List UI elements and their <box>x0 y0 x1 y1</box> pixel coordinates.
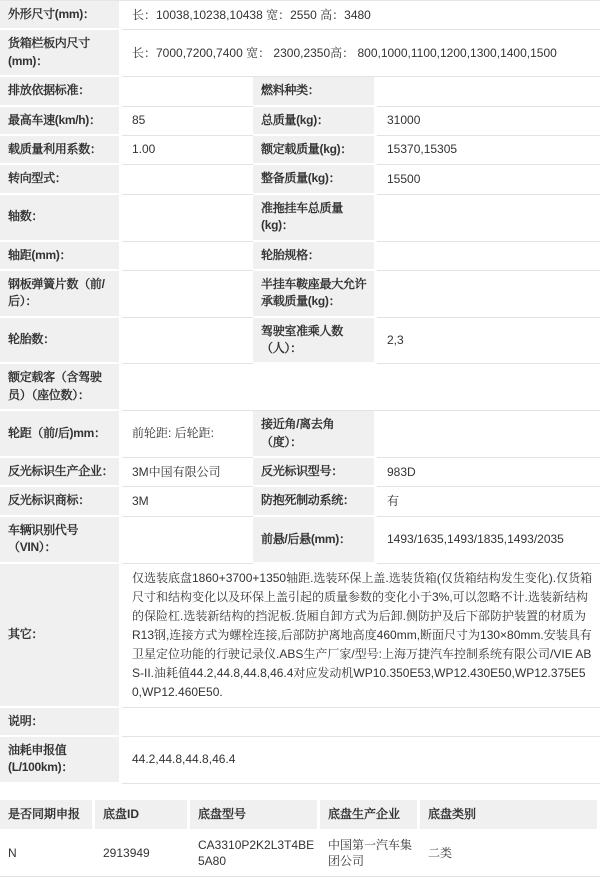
spec-value-cell: 3M中国有限公司 <box>122 458 253 487</box>
spec-label-cell: 前悬/后悬(mm)： <box>253 517 377 564</box>
chassis-header-row <box>0 800 600 831</box>
spec-label-cell: 车辆识别代号（VIN）： <box>0 517 122 564</box>
spec-label-cell: 反光标识商标： <box>0 487 122 516</box>
spec-row <box>0 708 600 737</box>
spec-row <box>0 364 600 411</box>
spec-label-cell: 货箱栏板内尺寸(mm)： <box>0 30 122 77</box>
spec-label-cell: 油耗申报值(L/100km)： <box>0 737 122 784</box>
chassis-header-cell: 底盘ID <box>95 800 190 831</box>
spec-label-cell: 其它： <box>0 564 122 708</box>
spec-label-cell: 整备质量(kg)： <box>253 165 377 194</box>
spec-value-cell <box>377 195 600 242</box>
spec-value-cell <box>377 271 600 318</box>
spec-label-cell: 半挂车鞍座最大允许承载质量(kg)： <box>253 271 377 318</box>
spec-value-cell: 前轮距: 后轮距: <box>122 411 253 458</box>
spec-label-cell: 额定载客（含驾驶员）（座位数）： <box>0 364 122 411</box>
spec-row <box>0 77 600 106</box>
spec-value-cell: 有 <box>377 487 600 516</box>
spec-row <box>0 107 600 136</box>
chassis-data-cell: N <box>0 831 95 877</box>
spec-label-cell: 载质量利用系数： <box>0 136 122 165</box>
spec-row <box>0 737 600 784</box>
spec-label-cell: 轮胎规格： <box>253 242 377 271</box>
spec-value-cell: 15500 <box>377 165 600 194</box>
chassis-table-body <box>0 800 600 877</box>
spec-table-body <box>0 1 600 784</box>
spec-value-cell <box>122 165 253 194</box>
chassis-header-cell: 底盘型号 <box>190 800 320 831</box>
spec-label-cell: 外形尺寸(mm)： <box>0 1 122 30</box>
spec-value-cell: 1.00 <box>122 136 253 165</box>
spec-label-cell: 轴数： <box>0 195 122 242</box>
spec-value-cell: 44.2,44.8,44.8,46.4 <box>122 737 600 784</box>
chassis-info-table <box>0 800 600 877</box>
chassis-data-cell: CA3310P2K2L3T4BE5A80 <box>190 831 320 877</box>
spec-value-cell <box>122 271 253 318</box>
spec-row <box>0 564 600 708</box>
spec-label-cell: 接近角/离去角（度）： <box>253 411 377 458</box>
chassis-header-cell: 底盘生产企业 <box>320 800 420 831</box>
spec-row <box>0 411 600 458</box>
spec-value-cell <box>377 77 600 106</box>
spec-label-cell: 排放依据标准： <box>0 77 122 106</box>
spec-row <box>0 195 600 242</box>
spec-value-cell: 31000 <box>377 107 600 136</box>
spec-value-cell: 983D <box>377 458 600 487</box>
spec-row <box>0 458 600 487</box>
spec-label-cell: 准拖挂车总质量(kg)： <box>253 195 377 242</box>
spec-label-cell: 总质量(kg)： <box>253 107 377 136</box>
spec-label-cell: 反光标识生产企业： <box>0 458 122 487</box>
spec-value-cell: 仅选装底盘1860+3700+1350轴距.选装环保上盖.选装货箱(仅货箱结构发生变化).仅货箱尺寸和结构变化以及环保上盖引起的质量参数的变化小于3%,可以忽略不计.选装新结构的保险杠.选装新结构的挡泥板.货厢自卸方式为后卸.侧防护及后下部防护装置的材质为R13钢,连接方式为螺栓连接,后部防护离地高度460mm,断面尺寸为130×80mm.安装具有卫星定位功能的行驶记录仪.ABS生产厂家/型号:上海万捷汽车控制系统有限公司/VIE ABS-II.油耗值44.2,44.8,44.8,46.4对应发动机WP10.350E53,WP12.430E50,WP12.375E50,WP12.460E50. <box>122 564 600 708</box>
spec-value-cell: 2,3 <box>377 318 600 365</box>
spec-row <box>0 242 600 271</box>
spec-value-cell <box>122 195 253 242</box>
chassis-header-cell: 是否同期申报 <box>0 800 95 831</box>
spec-row <box>0 318 600 365</box>
spec-label-cell: 轮胎数： <box>0 318 122 365</box>
spec-value-cell <box>122 517 253 564</box>
spec-value-cell <box>122 77 253 106</box>
spec-value-cell <box>122 318 253 365</box>
spec-value-cell <box>122 242 253 271</box>
spec-value-cell <box>377 411 600 458</box>
spec-row <box>0 136 600 165</box>
spec-value-cell: 1493/1635,1493/1835,1493/2035 <box>377 517 600 564</box>
spec-label-cell: 额定载质量(kg)： <box>253 136 377 165</box>
spec-row <box>0 1 600 30</box>
spec-label-cell: 轮距（前/后)mm： <box>0 411 122 458</box>
chassis-data-row <box>0 831 600 877</box>
chassis-data-cell: 二类 <box>420 831 600 877</box>
spec-row <box>0 517 600 564</box>
spec-label-cell: 说明： <box>0 708 122 737</box>
chassis-data-cell: 2913949 <box>95 831 190 877</box>
spec-value-cell <box>122 708 600 737</box>
spec-row <box>0 165 600 194</box>
spec-value-cell: 85 <box>122 107 253 136</box>
spec-value-cell <box>377 242 600 271</box>
spec-value-cell <box>122 364 600 411</box>
spec-label-cell: 最高车速(km/h)： <box>0 107 122 136</box>
spec-row <box>0 30 600 77</box>
spec-row <box>0 271 600 318</box>
spec-value-cell: 15370,15305 <box>377 136 600 165</box>
spec-label-cell: 防抱死制动系统： <box>253 487 377 516</box>
spec-value-cell: 长：7000,7200,7400 宽： 2300,2350高： 800,1000,1100,1200,1300,1400,1500 <box>122 30 600 77</box>
spec-label-cell: 反光标识型号： <box>253 458 377 487</box>
spec-value-cell: 长：10038,10238,10438 宽：2550 高：3480 <box>122 1 600 30</box>
spec-label-cell: 燃料种类： <box>253 77 377 106</box>
spec-value-cell: 3M <box>122 487 253 516</box>
spec-label-cell: 驾驶室准乘人数（人）： <box>253 318 377 365</box>
spec-label-cell: 转向型式： <box>0 165 122 194</box>
spec-row <box>0 487 600 516</box>
chassis-header-cell: 底盘类别 <box>420 800 600 831</box>
spec-label-cell: 轴距(mm)： <box>0 242 122 271</box>
spec-label-cell: 钢板弹簧片数（前/后）： <box>0 271 122 318</box>
chassis-data-cell: 中国第一汽车集团公司 <box>320 831 420 877</box>
